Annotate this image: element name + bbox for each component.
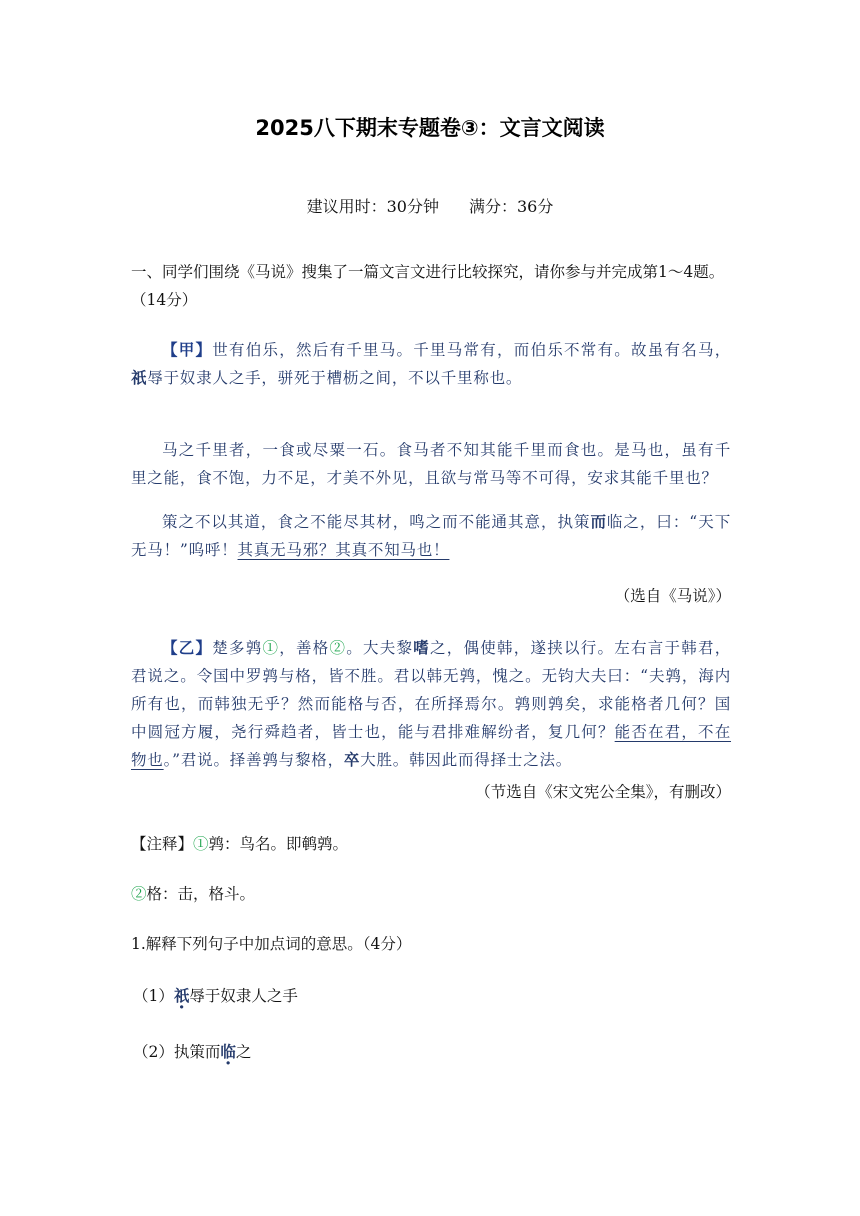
emphasized-char: 祇 — [131, 368, 148, 387]
passage-text: 大胜。韩因此而得择士之法。 — [360, 751, 573, 769]
underlined-sentence: 其真无马邪？其真不知马也！ — [237, 541, 450, 559]
annotation-2 — [131, 880, 731, 908]
page-title: 2025八下期末专题卷③：文言文阅读 — [255, 116, 605, 140]
passage-text: 。大夫黎 — [346, 639, 414, 657]
passage-text: 辱于奴隶人之手，骈死于槽枥之间，不以千里称也。 — [147, 369, 523, 387]
item-text: 之 — [235, 1043, 252, 1061]
passage-yi — [131, 634, 731, 774]
question-1-item-1 — [133, 982, 733, 1010]
annotation-text: 鹑：鸟名。即鹌鹑。 — [208, 835, 349, 853]
item-text: 执策而 — [173, 1043, 221, 1061]
emphasized-char: 嗜 — [413, 638, 430, 657]
full-score: 满分：36分 — [469, 197, 554, 216]
annotation-label: 【注释】 — [131, 835, 194, 853]
item-number: （2） — [133, 1043, 174, 1061]
passage-jia-paragraph-1 — [131, 336, 731, 392]
footnote-marker: ② — [329, 639, 347, 657]
annotation-1 — [131, 830, 731, 858]
dotted-char: 祇 — [173, 986, 190, 1005]
passage-jia-label: 【甲】 — [162, 340, 213, 359]
passage-text: 策之不以其道，食之不能尽其材，鸣之而不能通其意，执策 — [162, 513, 591, 531]
passage-text: 。”君说。择善鹑与黎格， — [163, 751, 344, 769]
annotation-text: 格：击，格斗。 — [146, 885, 256, 903]
footnote-marker: ① — [262, 639, 280, 657]
exam-meta — [0, 194, 860, 217]
item-text: 辱于奴隶人之手 — [189, 987, 298, 1005]
passage-text: ，善格 — [279, 639, 330, 657]
suggested-time: 建议用时：30分钟 — [306, 197, 439, 216]
passage-yi-source: （节选自《宋文宪公全集》，有删改） — [475, 783, 731, 801]
footnote-marker: ② — [131, 885, 147, 903]
underlined-sentence: 能否在君，不在物也 — [131, 723, 732, 769]
passage-text: 世有伯乐，然后有千里马。千里马常有，而伯乐不常有。故虽有名马， — [212, 341, 731, 359]
passage-text: 楚多鹑 — [212, 639, 263, 657]
passage-text: 临之，曰：“天下无马！”呜呼！ — [131, 513, 731, 559]
dotted-char: 临 — [220, 1042, 236, 1061]
passage-yi-label: 【乙】 — [162, 638, 213, 657]
passage-text: 之，偶使韩，遂挟以行。左右言于韩君，君说之。令国中罗鹑与格，皆不胜。君以韩无鹑，愧之。无钧大夫曰：“夫鹑，海内所有也，而韩独无乎？然而能格与否，在所择焉尔。鹑则鹑矣，求能格者几何？国中圆冠方履，尧行舜趋者，皆士也，能与君排难解纷者，复几何？ — [131, 639, 731, 741]
question-1-item-2 — [133, 1038, 733, 1066]
item-number: （1） — [133, 987, 174, 1005]
section-intro: 一、同学们围绕《马说》搜集了一篇文言文进行比较探究，请你参与并完成第1～4题。（14分） — [131, 263, 725, 309]
question-1-stem: 1.解释下列句子中加点词的意思。（4分） — [131, 935, 412, 953]
footnote-marker: ① — [193, 835, 209, 853]
emphasized-char: 卒 — [343, 750, 361, 769]
passage-jia-paragraph-3 — [131, 508, 731, 564]
passage-jia-paragraph-2: 马之千里者，一食或尽粟一石。食马者不知其能千里而食也。是马也，虽有千里之能，食不饱，力不足，才美不外见，且欲与常马等不可得，安求其能千里也？ — [131, 441, 731, 487]
emphasized-char: 而 — [590, 512, 607, 531]
passage-jia-source: （选自《马说》） — [614, 587, 731, 605]
